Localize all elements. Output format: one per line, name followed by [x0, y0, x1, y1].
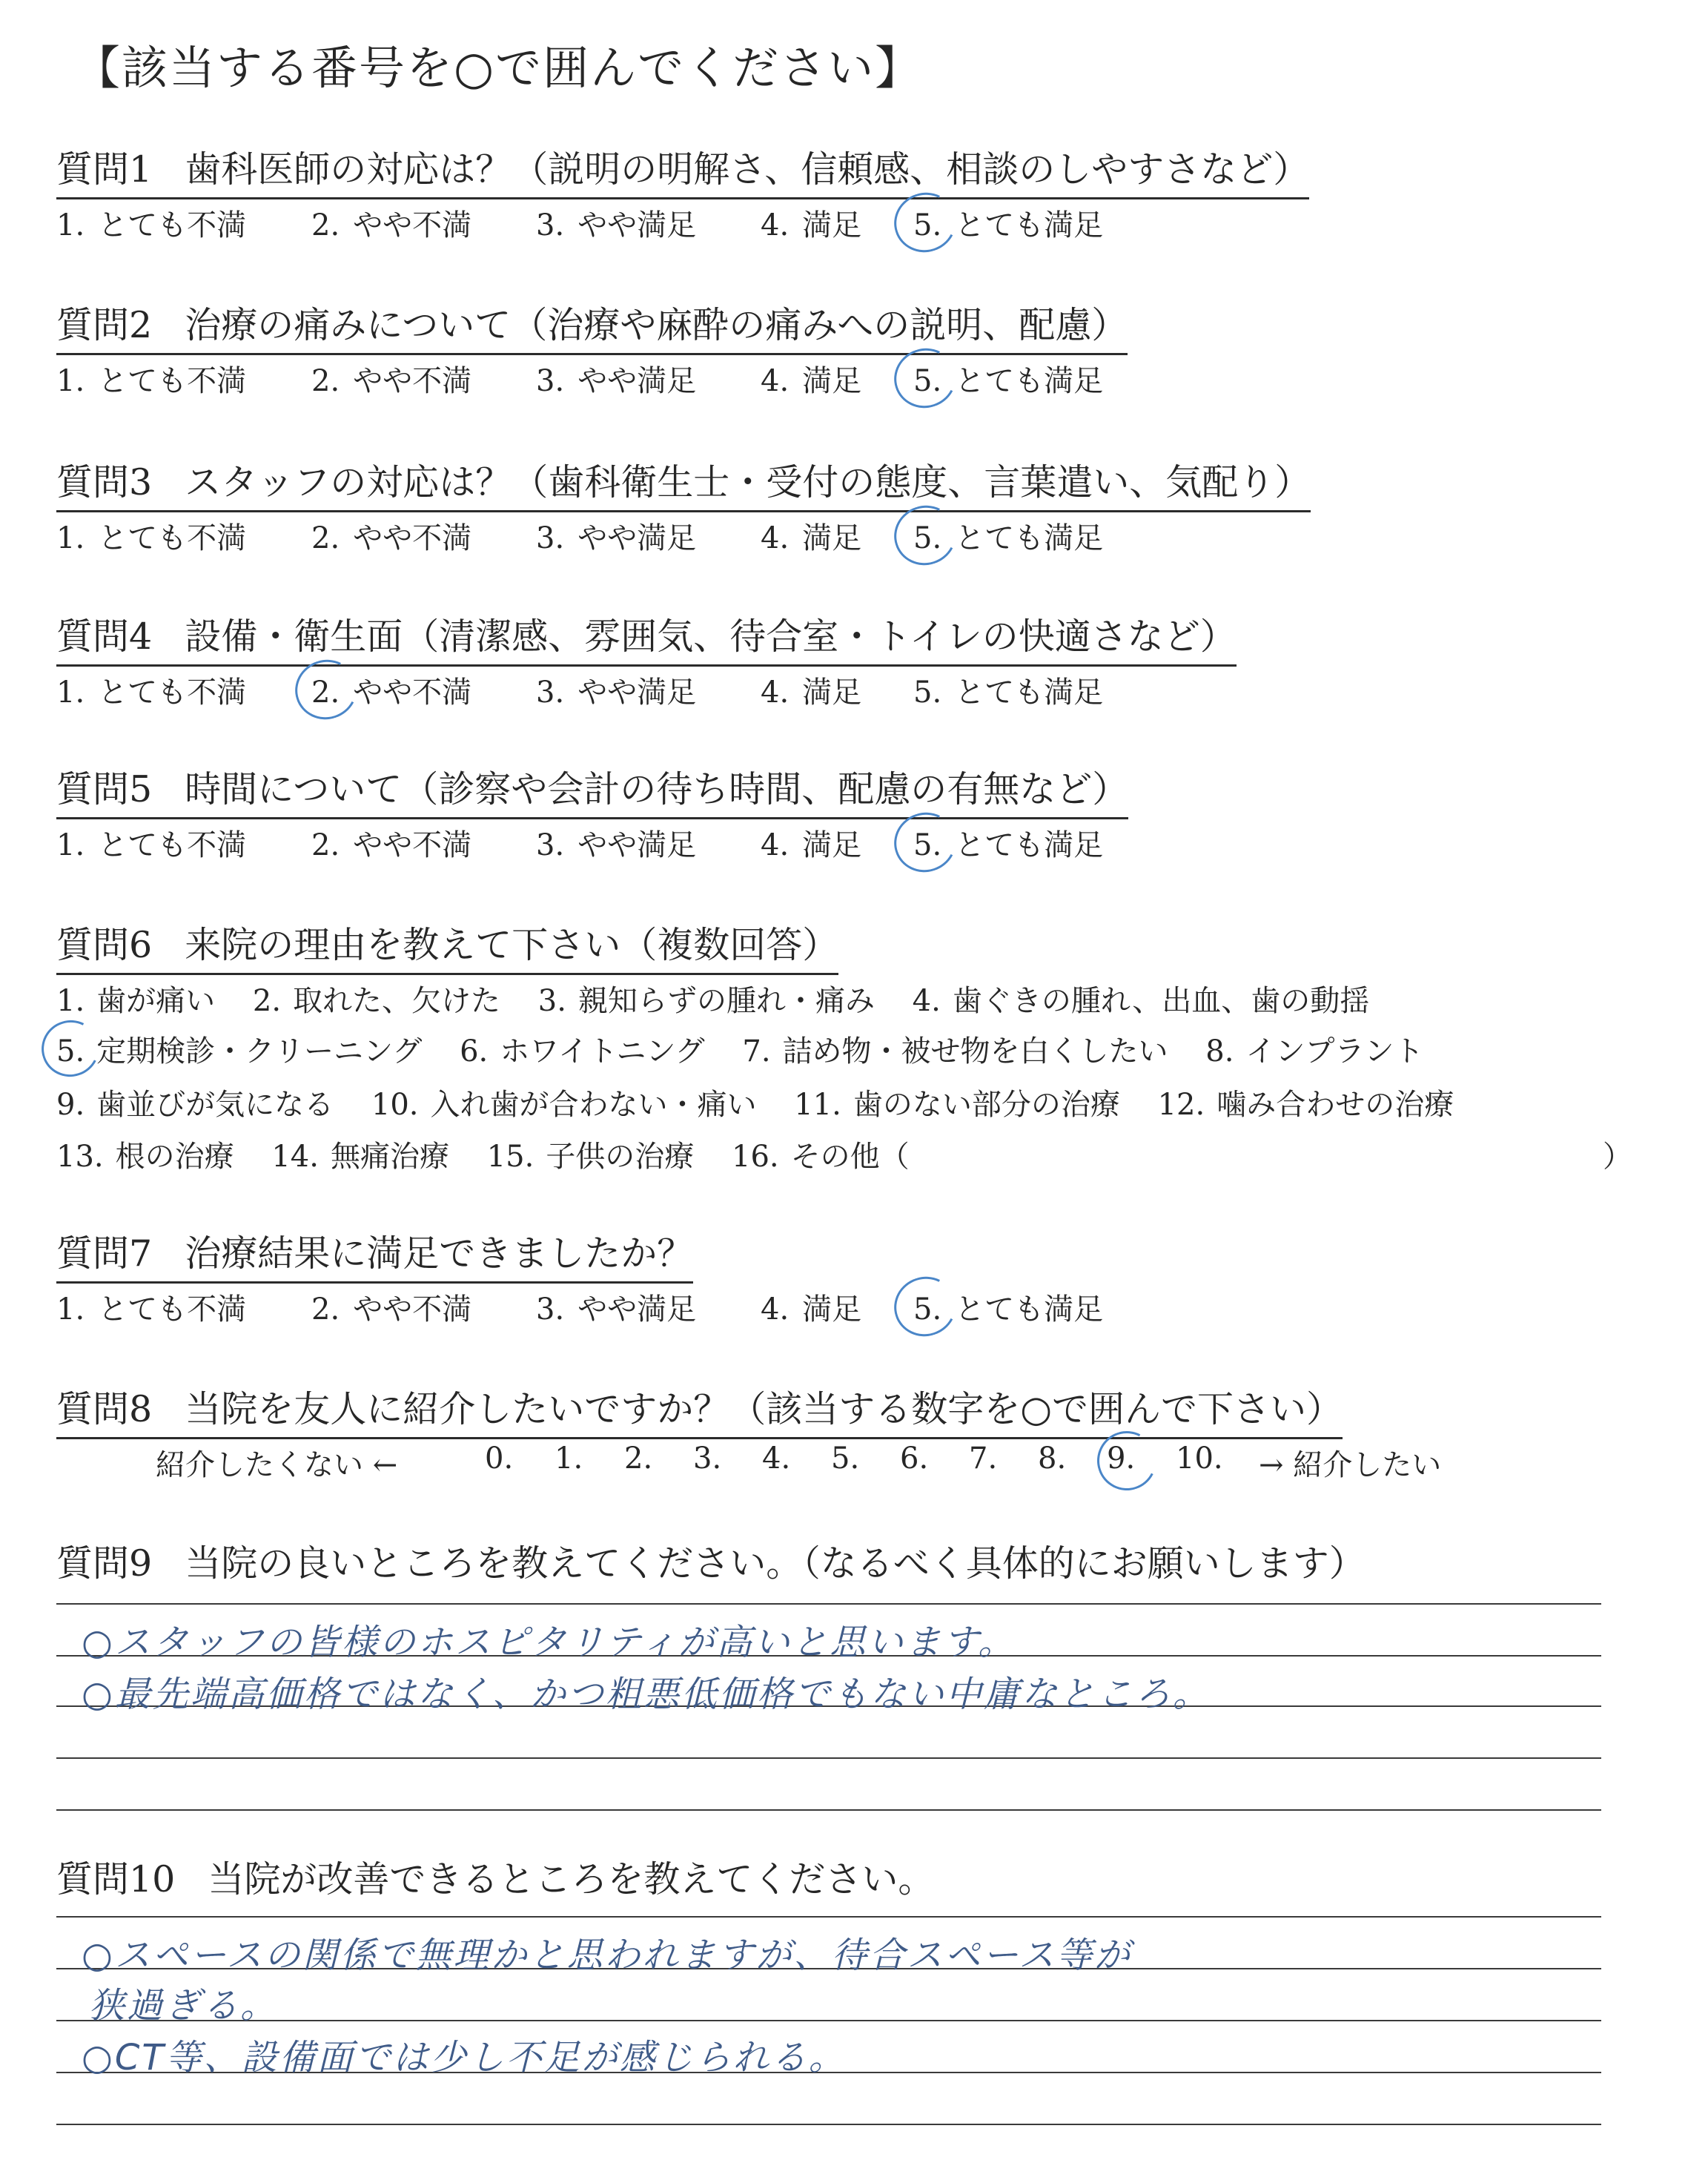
- question-3-title: [56, 454, 1311, 512]
- question-10-text: 当院が改善できるところを教えてください。: [208, 1858, 935, 1900]
- question-4-text: 設備・衛生面（清潔感、雰囲気、待合室・トイレの快適さなど）: [185, 615, 1237, 658]
- scale-8[interactable]: 8.: [1038, 1441, 1067, 1476]
- handwritten-answer-10-1: ○スペースの関係で無理かと思われますが、待合スペース等が: [82, 1935, 1133, 1976]
- option-3[interactable]: 3. やや満足: [536, 364, 697, 398]
- question-2-title: [56, 297, 1128, 355]
- scale-2[interactable]: 2.: [624, 1441, 653, 1476]
- option-4[interactable]: 4. 満足: [761, 208, 862, 242]
- scale-left-label: 紹介したくない ←: [156, 1448, 398, 1482]
- question-1-text: 歯科医師の対応は？（説明の明解さ、信頼感、相談のしやすさなど）: [185, 148, 1310, 191]
- answer-line: [56, 1809, 1601, 1811]
- question-1-title: [56, 141, 1309, 199]
- answer-line: [56, 1916, 1601, 1918]
- reason-option-16[interactable]: 16. その他（: [732, 1140, 910, 1174]
- question-3-text: スタッフの対応は？（歯科衛生士・受付の態度、言葉遣い、気配り）: [185, 461, 1311, 503]
- reason-option-8[interactable]: 8. インプラント: [1205, 1034, 1424, 1069]
- reason-option-12[interactable]: 12. 噛み合わせの治療: [1157, 1088, 1454, 1122]
- question-6-number: 質問6: [56, 924, 153, 966]
- option-5[interactable]: 5. とても満足: [913, 208, 1104, 242]
- question-4-options: [56, 669, 1687, 713]
- option-2[interactable]: 2. やや不満: [311, 828, 472, 862]
- option-5[interactable]: 5. とても満足: [913, 1292, 1104, 1327]
- option-5[interactable]: 5. とても満足: [913, 828, 1104, 862]
- reason-option-6[interactable]: 6. ホワイトニング: [460, 1034, 705, 1069]
- option-3[interactable]: 3. やや満足: [536, 1292, 697, 1327]
- instruction-header: 【該当する番号を○で囲んでください】: [74, 41, 923, 95]
- scale-10[interactable]: 10.: [1176, 1441, 1223, 1476]
- option-5[interactable]: 5. とても満足: [913, 364, 1104, 398]
- question-4-number: 質問4: [56, 615, 153, 658]
- question-8-title: [56, 1381, 1343, 1439]
- question-1-options: [56, 202, 1687, 246]
- question-5-options: [56, 822, 1687, 866]
- question-9-number: 質問9: [56, 1542, 153, 1585]
- option-2[interactable]: 2. やや不満: [311, 521, 472, 555]
- question-2-text: 治療の痛みについて（治療や麻酔の痛みへの説明、配慮）: [185, 304, 1128, 346]
- question-7-title: [56, 1225, 693, 1284]
- question-7-options: [56, 1286, 1687, 1330]
- option-1[interactable]: 1. とても不満: [56, 208, 247, 242]
- reason-option-10[interactable]: 10. 入れ歯が合わない・痛い: [371, 1088, 757, 1122]
- answer-line: [56, 2020, 1601, 2021]
- question-6-row-3: [56, 1081, 1482, 1123]
- scale-5[interactable]: 5.: [831, 1441, 860, 1476]
- question-8-text: 当院を友人に紹介したいですか？（該当する数字を○で囲んで下さい）: [185, 1388, 1343, 1430]
- reason-option-11[interactable]: 11. 歯のない部分の治療: [794, 1088, 1120, 1122]
- option-3[interactable]: 3. やや満足: [536, 828, 697, 862]
- option-5[interactable]: 5. とても満足: [913, 676, 1104, 710]
- question-9-title: [56, 1535, 1366, 1591]
- handwritten-answer-9-2: ○最先端高価格ではなく、かつ粗悪低価格でもない中庸なところ。: [82, 1674, 1211, 1715]
- option-2[interactable]: 2. やや不満: [311, 364, 472, 398]
- reason-option-14[interactable]: 14. 無痛治療: [271, 1140, 449, 1174]
- question-9-text: 当院の良いところを教えてください。（なるべく具体的にお願いします）: [185, 1542, 1366, 1585]
- question-6-row-1: [56, 977, 1397, 1020]
- question-1-number: 質問1: [56, 148, 153, 191]
- option-2[interactable]: 2. やや不満: [311, 208, 472, 242]
- reason-option-7[interactable]: 7. 詰め物・被せ物を白くしたい: [742, 1034, 1168, 1069]
- scale-6[interactable]: 6.: [900, 1441, 929, 1476]
- reason-option-15[interactable]: 15. 子供の治療: [486, 1140, 695, 1174]
- scale-1[interactable]: 1.: [555, 1441, 583, 1476]
- option-3[interactable]: 3. やや満足: [536, 521, 697, 555]
- question-7-text: 治療結果に満足できましたか？: [185, 1232, 694, 1275]
- option-1[interactable]: 1. とても不満: [56, 828, 247, 862]
- scale-3[interactable]: 3.: [693, 1441, 722, 1476]
- question-8-number: 質問8: [56, 1388, 153, 1430]
- option-5[interactable]: 5. とても満足: [913, 521, 1104, 555]
- scale-right-label: → 紹介したい: [1259, 1448, 1442, 1482]
- question-2-options: [56, 357, 1687, 402]
- option-4[interactable]: 4. 満足: [761, 364, 862, 398]
- question-6-title: [56, 916, 838, 975]
- option-1[interactable]: 1. とても不満: [56, 676, 247, 710]
- option-1[interactable]: 1. とても不満: [56, 364, 247, 398]
- question-10-number: 質問10: [56, 1858, 176, 1900]
- question-4-title: [56, 608, 1237, 667]
- reason-option-1[interactable]: 1. 歯が痛い: [56, 984, 216, 1018]
- handwritten-answer-9-1: ○スタッフの皆様のホスピタリティが高いと思います。: [82, 1622, 1016, 1663]
- question-6-text: 来院の理由を教えて下さい（複数回答）: [185, 924, 839, 966]
- reason-option-13[interactable]: 13. 根の治療: [56, 1140, 234, 1174]
- answer-line: [56, 1757, 1601, 1759]
- question-6-row-4: [56, 1133, 938, 1175]
- reason-option-9[interactable]: 9. 歯並びが気になる: [56, 1088, 334, 1122]
- question-6-row-2: [56, 1028, 1452, 1070]
- option-4[interactable]: 4. 満足: [761, 828, 862, 862]
- handwritten-answer-10-2: 狭過ぎる。: [89, 1985, 279, 2027]
- option-4[interactable]: 4. 満足: [761, 1292, 862, 1327]
- question-3-options: [56, 515, 1687, 559]
- scale-9[interactable]: 9.: [1107, 1441, 1136, 1476]
- selected-circle-mark: [34, 1013, 107, 1084]
- question-7-number: 質問7: [56, 1232, 153, 1275]
- other-close-paren: ）: [1603, 1140, 1632, 1174]
- scale-4[interactable]: 4.: [762, 1441, 791, 1476]
- option-2[interactable]: 2. やや不満: [311, 1292, 472, 1327]
- reason-option-2[interactable]: 2. 取れた、欠けた: [252, 984, 501, 1018]
- answer-line: [56, 2124, 1601, 2125]
- question-5-title: [56, 761, 1128, 819]
- reason-option-4[interactable]: 4. 歯ぐきの腫れ、出血、歯の動揺: [912, 984, 1370, 1018]
- reason-option-3[interactable]: 3. 親知らずの腫れ・痛み: [537, 984, 875, 1018]
- scale-7[interactable]: 7.: [969, 1441, 998, 1476]
- question-2-number: 質問2: [56, 304, 153, 346]
- question-10-title: [56, 1851, 934, 1907]
- option-1[interactable]: 1. とても不満: [56, 1292, 247, 1327]
- question-3-number: 質問3: [56, 461, 153, 503]
- option-3[interactable]: 3. やや満足: [536, 208, 697, 242]
- question-5-text: 時間について（診察や会計の待ち時間、配慮の有無など）: [185, 768, 1129, 810]
- option-2[interactable]: 2. やや不満: [311, 676, 472, 710]
- option-1[interactable]: 1. とても不満: [56, 521, 247, 555]
- option-3[interactable]: 3. やや満足: [536, 676, 697, 710]
- reason-option-5[interactable]: 5. 定期検診・クリーニング: [56, 1034, 423, 1069]
- question-5-number: 質問5: [56, 768, 153, 810]
- answer-line: [56, 1603, 1601, 1605]
- handwritten-answer-10-3: ○CT等、設備面では少し不足が感じられる。: [82, 2037, 847, 2078]
- option-4[interactable]: 4. 満足: [761, 521, 862, 555]
- selected-circle-mark: [887, 1269, 964, 1344]
- option-4[interactable]: 4. 満足: [761, 676, 862, 710]
- scale-0[interactable]: 0.: [485, 1441, 514, 1476]
